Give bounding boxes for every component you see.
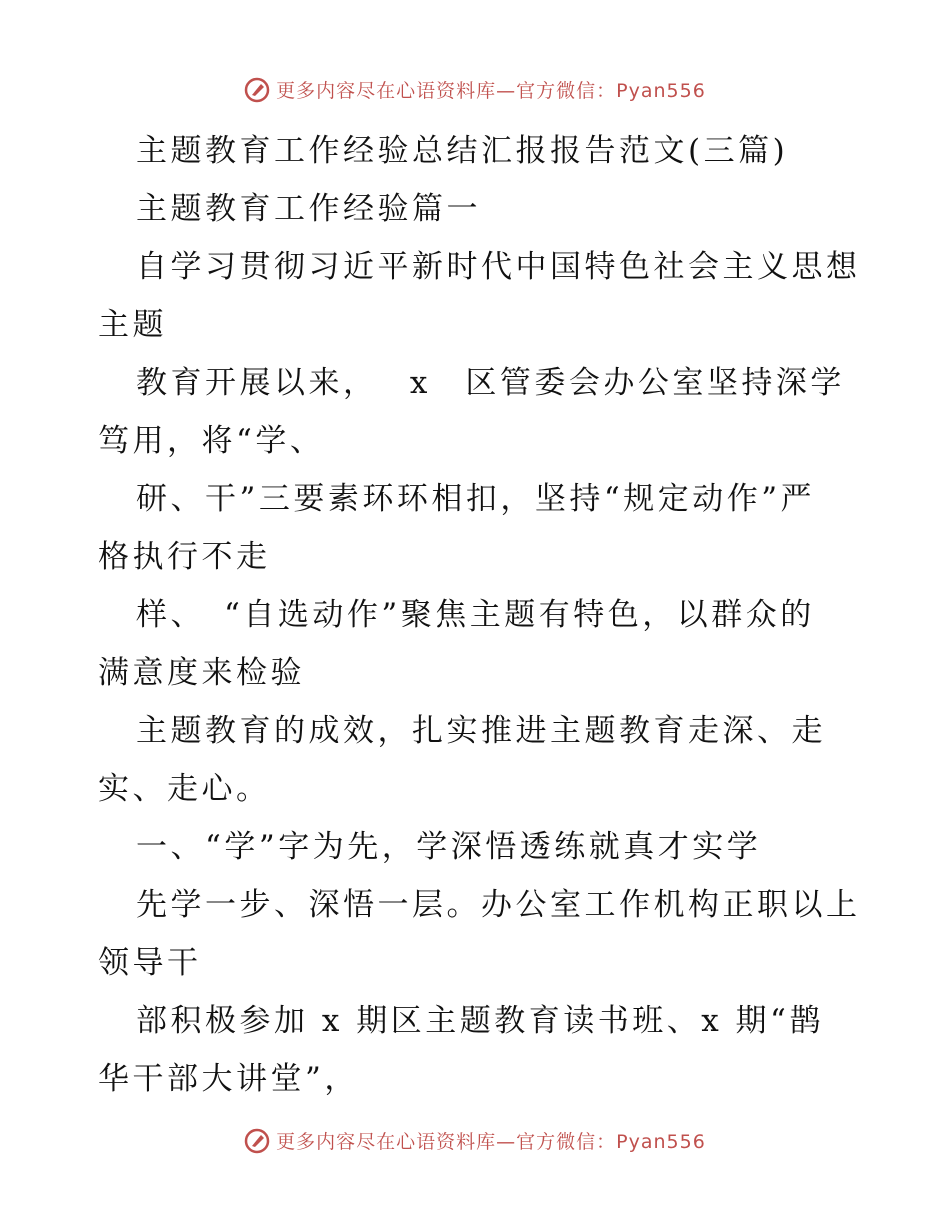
pen-circle-icon xyxy=(244,1128,270,1154)
text-line: 研、干”三要素环环相扣，坚持“规定动作”严 xyxy=(136,481,816,517)
watermark-text: 更多内容尽在心语资料库—官方微信：Pyan556 xyxy=(276,1131,706,1153)
text-line: 样、 “自选动作”聚焦主题有特色，以群众的 xyxy=(136,597,815,633)
text-line: 先学一步、深悟一层。办公室工作机构正职以上 xyxy=(136,887,861,923)
text-line: 实、走心。 xyxy=(98,771,271,807)
text-line: 主题 xyxy=(98,307,167,343)
document-title: 主题教育工作经验总结汇报报告范文(三篇) xyxy=(136,133,789,169)
text-line: 满意度来检验 xyxy=(98,655,305,691)
section-heading: 主题教育工作经验篇一 xyxy=(136,191,481,227)
text-line: 主题教育的成效，扎实推进主题教育走深、走 xyxy=(136,713,826,749)
text-line: 教育开展以来， x 区管委会办公室坚持深学 xyxy=(136,365,845,401)
text-line: 格执行不走 xyxy=(98,539,271,575)
text-line: 自学习贯彻习近平新时代中国特色社会主义思想 xyxy=(136,249,861,285)
text-line: 笃用，将“学、 xyxy=(98,423,325,459)
document-body xyxy=(98,122,861,1108)
text-line: 华干部大讲堂”， xyxy=(98,1061,359,1097)
watermark-text: 更多内容尽在心语资料库—官方微信：Pyan556 xyxy=(276,80,706,102)
watermark-header xyxy=(0,76,950,103)
pen-circle-icon xyxy=(244,77,270,103)
subsection-heading: 一、“学”字为先，学深悟透练就真才实学 xyxy=(136,829,762,865)
text-line: 部积极参加 x 期区主题教育读书班、x 期“鹊 xyxy=(136,1003,824,1039)
watermark-footer xyxy=(0,1127,950,1154)
text-line: 领导干 xyxy=(98,945,202,981)
